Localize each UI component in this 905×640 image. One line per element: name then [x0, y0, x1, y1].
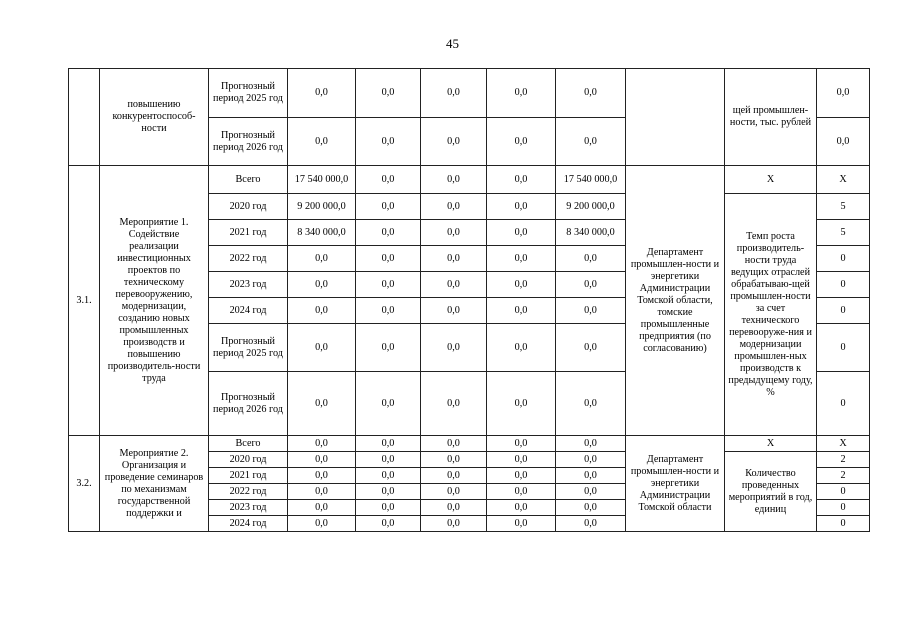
- amount-cell: 0,0: [288, 298, 356, 324]
- amount-cell: 0,0: [288, 436, 356, 452]
- period-cell: Прогнозный период 2025 год: [209, 324, 288, 372]
- period-cell: Прогнозный период 2026 год: [209, 118, 288, 166]
- period-cell: 2022 год: [209, 484, 288, 500]
- indicator-value: 2: [817, 452, 870, 468]
- period-cell: 2021 год: [209, 468, 288, 484]
- indicator-value: 2: [817, 468, 870, 484]
- amount-cell: 0,0: [421, 372, 487, 436]
- amount-cell: 17 540 000,0: [288, 166, 356, 194]
- indicator-top: Х: [725, 436, 817, 452]
- amount-cell: 0,0: [421, 272, 487, 298]
- indicator-value: 5: [817, 220, 870, 246]
- period-cell: 2023 год: [209, 272, 288, 298]
- amount-cell: 0,0: [421, 452, 487, 468]
- amount-cell: 0,0: [487, 468, 556, 484]
- amount-cell: 0,0: [556, 468, 626, 484]
- amount-cell: 0,0: [487, 516, 556, 532]
- amount-cell: 0,0: [288, 372, 356, 436]
- amount-cell: 0,0: [288, 69, 356, 118]
- department-cell: Департамент промышлен-ности и энергетики Администрации Томской области, томские промышленные предприятия (по согласованию): [626, 166, 725, 436]
- indicator-value: 0: [817, 372, 870, 436]
- amount-cell: 9 200 000,0: [556, 194, 626, 220]
- period-cell: Всего: [209, 436, 288, 452]
- indicator-top: Х: [725, 166, 817, 194]
- amount-cell: 0,0: [356, 194, 421, 220]
- indicator-value: 0: [817, 484, 870, 500]
- amount-cell: 0,0: [556, 436, 626, 452]
- amount-cell: 0,0: [421, 118, 487, 166]
- indicator-value: Х: [817, 166, 870, 194]
- amount-cell: 8 340 000,0: [556, 220, 626, 246]
- amount-cell: 0,0: [356, 166, 421, 194]
- amount-cell: 0,0: [421, 69, 487, 118]
- period-cell: 2024 год: [209, 516, 288, 532]
- amount-cell: 0,0: [356, 500, 421, 516]
- amount-cell: 0,0: [288, 452, 356, 468]
- amount-cell: 0,0: [556, 118, 626, 166]
- measure-name: Мероприятие 2. Организация и проведение семинаров по механизмам государственной поддержки и: [100, 436, 209, 532]
- table-row: [69, 69, 870, 118]
- amount-cell: 0,0: [288, 500, 356, 516]
- amount-cell: 0,0: [487, 118, 556, 166]
- amount-cell: 0,0: [288, 516, 356, 532]
- amount-cell: 8 340 000,0: [288, 220, 356, 246]
- amount-cell: 0,0: [288, 246, 356, 272]
- period-cell: 2020 год: [209, 452, 288, 468]
- amount-cell: 0,0: [421, 436, 487, 452]
- amount-cell: 0,0: [487, 436, 556, 452]
- amount-cell: 17 540 000,0: [556, 166, 626, 194]
- period-cell: 2023 год: [209, 500, 288, 516]
- amount-cell: 0,0: [356, 246, 421, 272]
- department-cell: Департамент промышлен-ности и энергетики Администрации Томской области: [626, 436, 725, 532]
- amount-cell: 0,0: [487, 166, 556, 194]
- amount-cell: 0,0: [487, 324, 556, 372]
- period-cell: 2020 год: [209, 194, 288, 220]
- period-cell: 2021 год: [209, 220, 288, 246]
- indicator-name: Темп роста производитель-ности труда ведущих отраслей обрабатываю-щей промышлен-ности за счет технического перевооруже-ния и модернизации промышлен-ных производств к предыдущему году, %: [725, 194, 817, 436]
- indicator-value: 0: [817, 324, 870, 372]
- indicator-value: 0: [817, 516, 870, 532]
- indicator-value: 0: [817, 298, 870, 324]
- amount-cell: 0,0: [421, 468, 487, 484]
- amount-cell: 0,0: [556, 69, 626, 118]
- amount-cell: 0,0: [487, 246, 556, 272]
- indicator-value: 0: [817, 272, 870, 298]
- table-row: [69, 166, 870, 194]
- period-cell: Прогнозный период 2026 год: [209, 372, 288, 436]
- indicator-value: 0,0: [817, 118, 870, 166]
- indicator-value: 0: [817, 500, 870, 516]
- amount-cell: 0,0: [556, 298, 626, 324]
- amount-cell: 0,0: [356, 372, 421, 436]
- indicator-name: Количество проведенных мероприятий в год, единиц: [725, 452, 817, 532]
- row-number: [69, 69, 100, 166]
- measure-name: повышению конкурентоспособ-ности: [100, 69, 209, 166]
- amount-cell: 0,0: [421, 516, 487, 532]
- program-table: [68, 68, 870, 532]
- amount-cell: 0,0: [556, 246, 626, 272]
- amount-cell: 0,0: [487, 500, 556, 516]
- period-cell: Всего: [209, 166, 288, 194]
- indicator-value: 0,0: [817, 69, 870, 118]
- amount-cell: 0,0: [487, 220, 556, 246]
- page-number: 45: [446, 36, 459, 51]
- amount-cell: 0,0: [556, 500, 626, 516]
- amount-cell: 0,0: [487, 484, 556, 500]
- indicator-value: Х: [817, 436, 870, 452]
- amount-cell: 0,0: [421, 298, 487, 324]
- department-cell: [626, 69, 725, 166]
- amount-cell: 0,0: [487, 298, 556, 324]
- amount-cell: 0,0: [487, 272, 556, 298]
- amount-cell: 0,0: [356, 452, 421, 468]
- amount-cell: 0,0: [356, 69, 421, 118]
- period-cell: 2022 год: [209, 246, 288, 272]
- amount-cell: 0,0: [556, 272, 626, 298]
- measure-name: Мероприятие 1. Содействие реализации инвестиционных проектов по техническому перевооружению, модернизации, созданию новых промышленных производств и повышению производитель-ности труда: [100, 166, 209, 436]
- amount-cell: 0,0: [421, 484, 487, 500]
- indicator-value: 5: [817, 194, 870, 220]
- amount-cell: 0,0: [356, 118, 421, 166]
- amount-cell: 0,0: [487, 452, 556, 468]
- row-number: 3.1.: [69, 166, 100, 436]
- amount-cell: 0,0: [556, 516, 626, 532]
- amount-cell: 0,0: [487, 69, 556, 118]
- amount-cell: 0,0: [421, 194, 487, 220]
- amount-cell: 0,0: [556, 372, 626, 436]
- amount-cell: 0,0: [356, 324, 421, 372]
- amount-cell: 0,0: [556, 452, 626, 468]
- period-cell: Прогнозный период 2025 год: [209, 69, 288, 118]
- amount-cell: 0,0: [556, 484, 626, 500]
- table-row: [69, 436, 870, 452]
- amount-cell: 0,0: [356, 468, 421, 484]
- amount-cell: 0,0: [356, 220, 421, 246]
- row-number: 3.2.: [69, 436, 100, 532]
- amount-cell: 0,0: [421, 246, 487, 272]
- amount-cell: 0,0: [356, 516, 421, 532]
- amount-cell: 0,0: [288, 272, 356, 298]
- amount-cell: 0,0: [356, 436, 421, 452]
- amount-cell: 0,0: [421, 500, 487, 516]
- amount-cell: 0,0: [356, 484, 421, 500]
- amount-cell: 0,0: [487, 372, 556, 436]
- amount-cell: 0,0: [288, 484, 356, 500]
- amount-cell: 0,0: [421, 324, 487, 372]
- amount-cell: 0,0: [356, 298, 421, 324]
- indicator-value: 0: [817, 246, 870, 272]
- indicator-name: щей промышлен-ности, тыс. рублей: [725, 69, 817, 166]
- amount-cell: 0,0: [556, 324, 626, 372]
- amount-cell: 0,0: [288, 118, 356, 166]
- amount-cell: 0,0: [288, 468, 356, 484]
- amount-cell: 0,0: [288, 324, 356, 372]
- amount-cell: 0,0: [421, 220, 487, 246]
- amount-cell: 9 200 000,0: [288, 194, 356, 220]
- period-cell: 2024 год: [209, 298, 288, 324]
- amount-cell: 0,0: [356, 272, 421, 298]
- amount-cell: 0,0: [487, 194, 556, 220]
- amount-cell: 0,0: [421, 166, 487, 194]
